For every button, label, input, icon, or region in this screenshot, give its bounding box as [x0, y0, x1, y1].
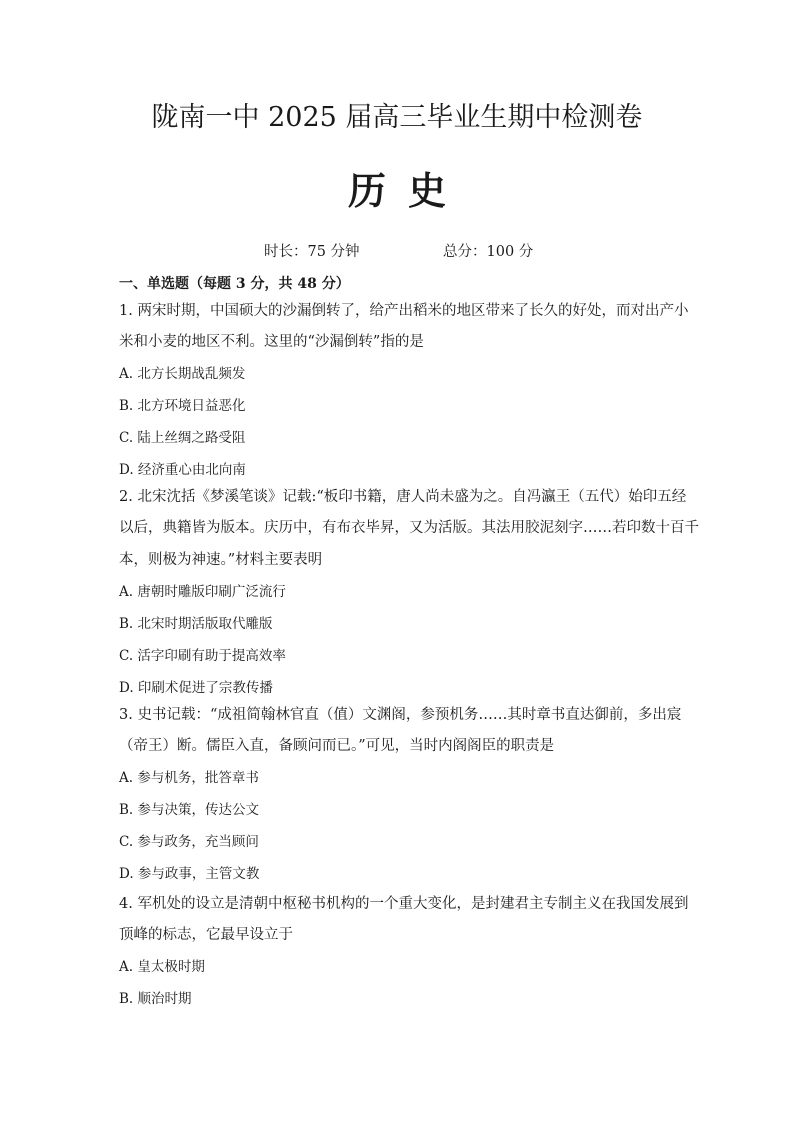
question-2-line-3: 本，则极为神速。”材料主要表明: [119, 552, 323, 568]
question-4-option-a: A. 皇太极时期: [119, 959, 205, 975]
question-3-option-a: A. 参与机务，批答章书: [119, 770, 259, 786]
exam-title: 陇南一中 2025 届高三毕业生期中检测卷: [151, 102, 643, 133]
question-3-option-d: D. 参与政事，主管文教: [119, 866, 260, 882]
question-1-option-c: C. 陆上丝绸之路受阻: [119, 430, 246, 446]
question-2-option-c: C. 活字印刷有助于提高效率: [119, 648, 286, 664]
question-3-option-b: B. 参与决策，传达公文: [119, 802, 260, 818]
question-2-option-a: A. 唐朝时雕版印刷广泛流行: [119, 584, 286, 600]
question-3-option-c: C. 参与政务，充当顾问: [119, 834, 259, 850]
question-4-option-b: B. 顺治时期: [119, 991, 192, 1007]
question-2-option-d: D. 印刷术促进了宗教传播: [119, 680, 273, 696]
question-1-option-b: B. 北方环境日益恶化: [119, 398, 246, 414]
question-3-line-2: （帝王）断。儒臣入直，备顾问而已。”可见，当时内阁阁臣的职责是: [119, 738, 555, 754]
question-1-option-a: A. 北方长期战乱频发: [119, 366, 246, 382]
question-1-option-d: D. 经济重心由北向南: [119, 462, 246, 478]
question-3-line-1: 3. 史书记载：“成祖简翰林官直（值）文渊阁，参预机务……其时章书直达御前，多出宸: [119, 707, 682, 723]
question-2-line-2: 以后，典籍皆为版本。庆历中，有布衣毕昇，又为活版。其法用胶泥刻字……若印数十百千: [119, 520, 699, 536]
question-4-line-2: 顶峰的标志，它最早设立于: [119, 927, 293, 943]
duration-label: 时长：75 分钟: [264, 244, 360, 260]
section-heading: 一、单选题（每题 3 分，共 48 分）: [119, 276, 350, 292]
question-4-line-1: 4. 军机处的设立是清朝中枢秘书机构的一个重大变化，是封建君主专制主义在我国发展到: [119, 896, 689, 912]
subject-title: 历史: [347, 168, 468, 213]
question-2-option-b: B. 北宋时期活版取代雕版: [119, 616, 273, 632]
total-score-label: 总分：100 分: [443, 244, 534, 260]
question-1-line-2: 米和小麦的地区不利。这里的“沙漏倒转”指的是: [119, 334, 424, 350]
question-1-line-1: 1. 两宋时期，中国硕大的沙漏倒转了，给产出稻米的地区带来了长久的好处，而对出产小: [119, 303, 689, 319]
question-2-line-1: 2. 北宋沈括《梦溪笔谈》记载:“板印书籍，唐人尚未盛为之。自冯瀛王（五代）始印五经: [119, 489, 687, 505]
